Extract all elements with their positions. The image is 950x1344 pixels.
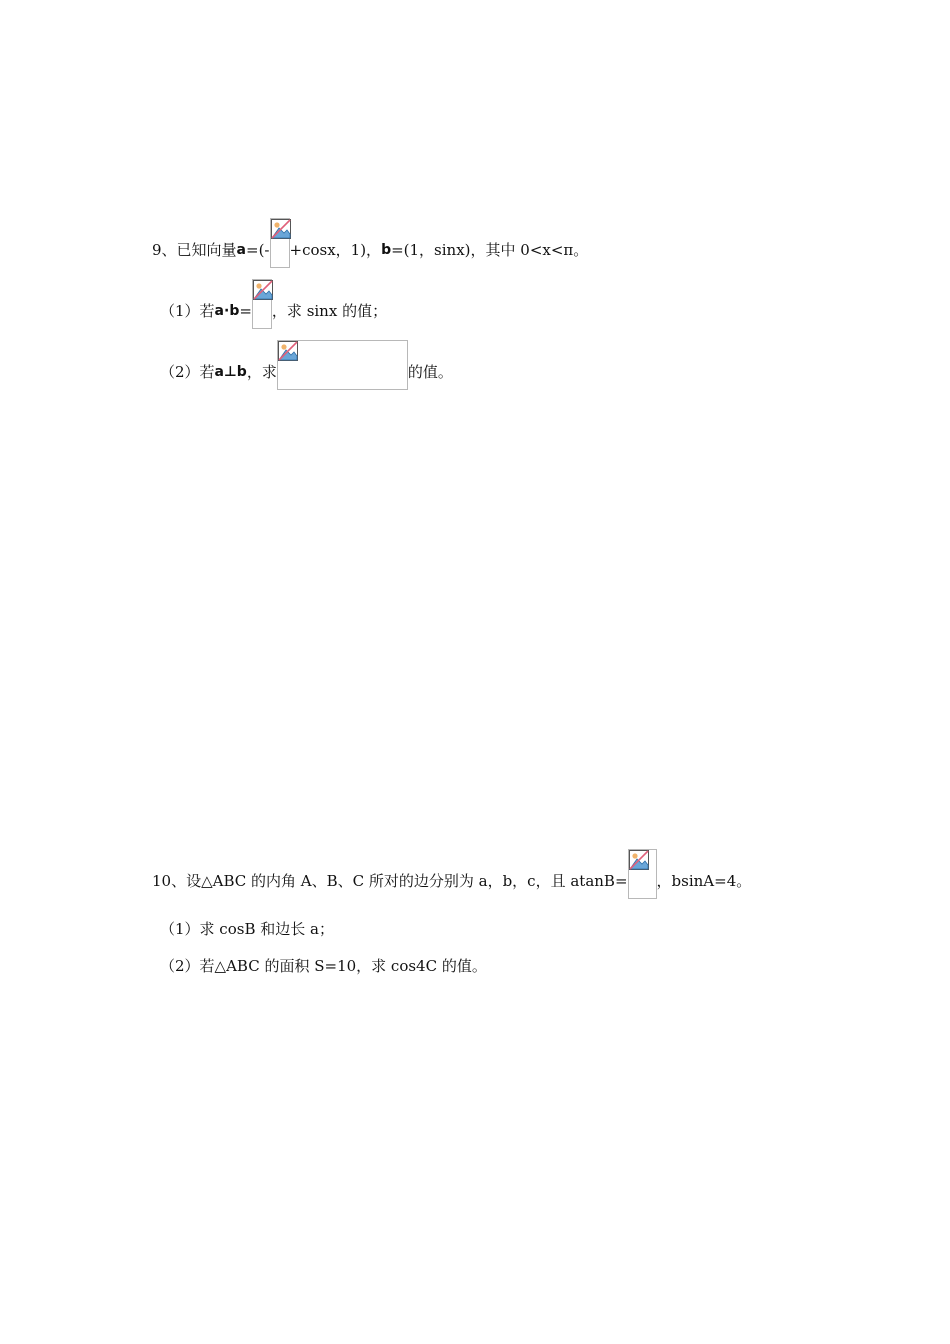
q9-stem-text-1: 9、已知向量 — [152, 241, 237, 259]
vector-a: a — [236, 242, 246, 258]
q9-part2-text-2: ，求 — [246, 363, 277, 381]
q10-part2-text: （2）若△ABC 的面积 S=10，求 cos4C 的值。 — [160, 957, 487, 975]
q10-stem-text-1: 10、设△ABC 的内角 A、B、C 所对的边分别为 a，b，c，且 atanB= — [152, 872, 628, 890]
formula-image — [270, 218, 290, 268]
q9-part2 — [160, 362, 453, 390]
vector-b: b — [381, 242, 392, 258]
q9-stem-text-4: =(1，sinx)，其中 0<x<π。 — [391, 241, 589, 259]
q10-part1-text: （1）求 cosB 和边长 a； — [160, 920, 334, 938]
q10-part1 — [160, 919, 334, 939]
q10-stem-text-2: ，bsinA=4。 — [656, 872, 752, 890]
q9-part2-text-1: （2）若 — [160, 363, 215, 381]
q9-stem — [152, 240, 588, 268]
q9-stem-text-2: =(- — [246, 241, 270, 259]
broken-image-icon — [278, 341, 298, 361]
q10-stem — [152, 871, 751, 899]
broken-image-icon — [629, 850, 649, 870]
formula-image — [252, 279, 272, 329]
q9-part1-text-2: = — [239, 302, 252, 320]
broken-image-icon — [253, 280, 273, 300]
q9-part1-text-1: （1）若 — [160, 302, 215, 320]
formula-image — [628, 849, 657, 899]
q9-stem-text-3: +cosx，1)， — [289, 241, 382, 259]
broken-image-icon — [271, 219, 291, 239]
q9-part1-text-3: ，求 sinx 的值； — [271, 302, 388, 320]
q10-part2 — [160, 956, 487, 976]
q9-part1 — [160, 301, 387, 329]
formula-image — [277, 340, 408, 390]
dot-product: a·b — [214, 303, 240, 319]
perpendicular: a⊥b — [214, 364, 247, 380]
q9-part2-text-3: 的值。 — [407, 363, 453, 381]
